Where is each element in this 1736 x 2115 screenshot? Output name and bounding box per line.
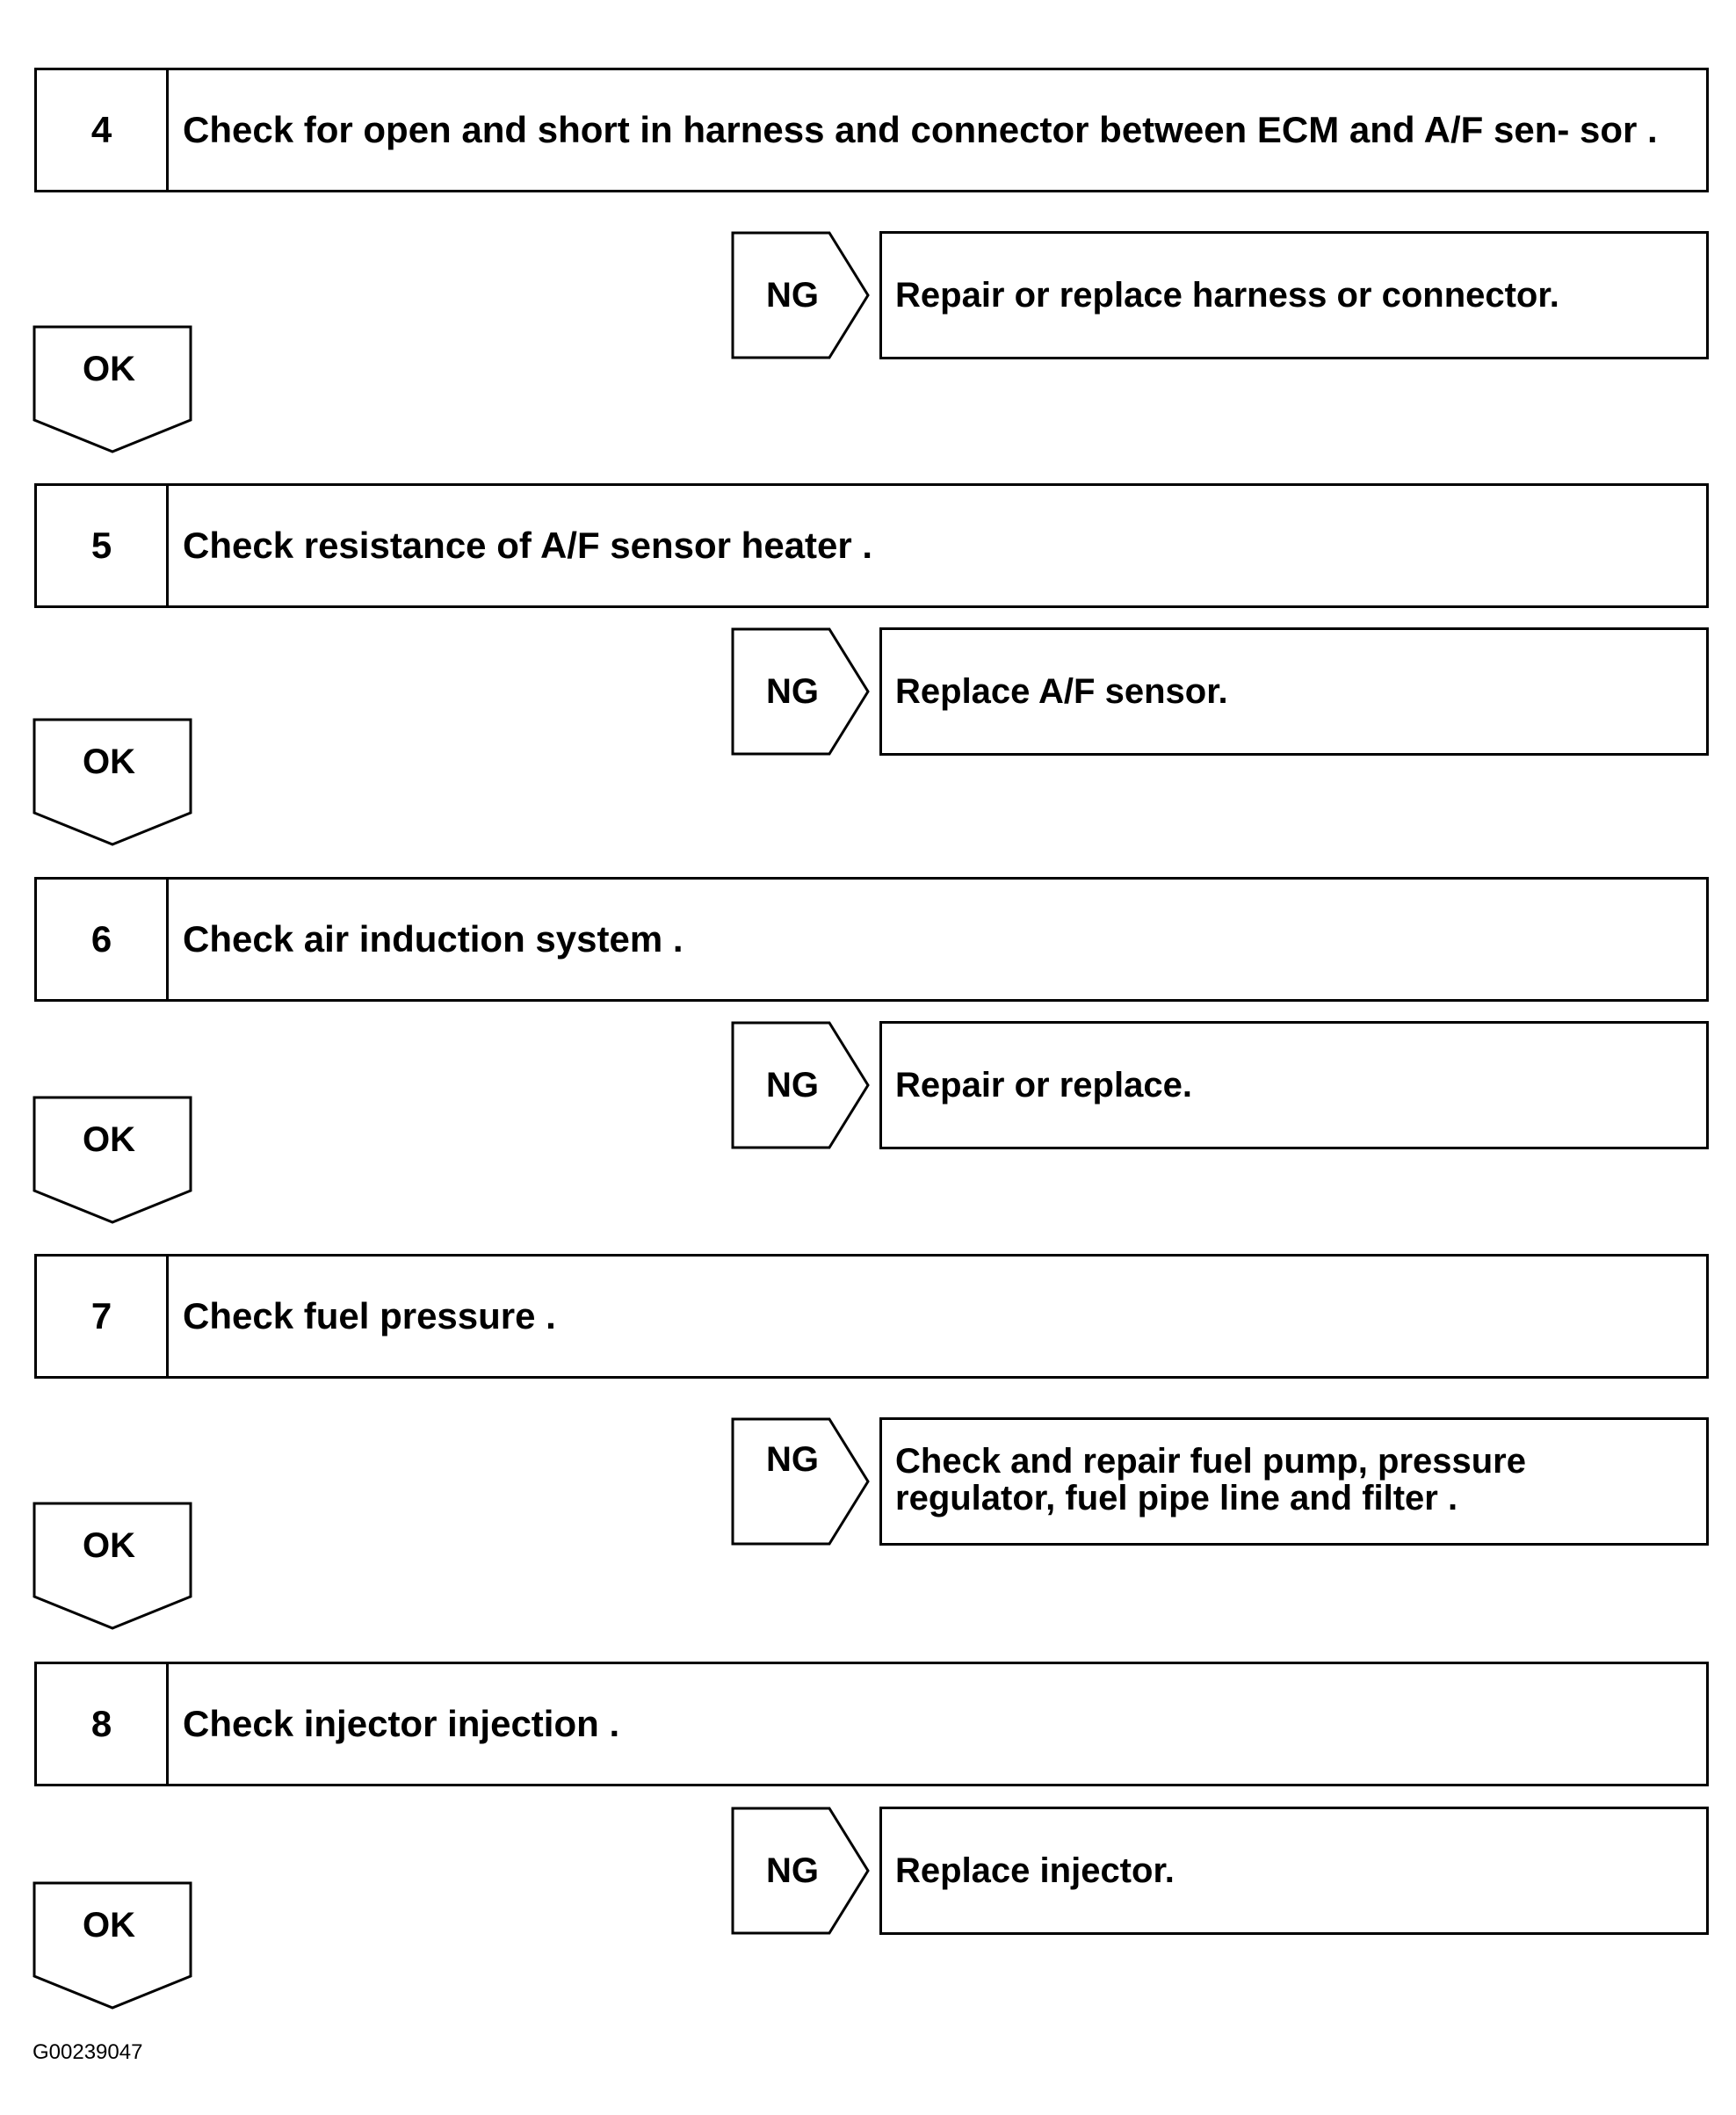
ng-action-box: Repair or replace harness or connector.: [879, 231, 1709, 359]
ng-arrow: [731, 231, 872, 359]
step-box-4: [34, 68, 1709, 192]
ng-arrow: [731, 627, 872, 756]
step-number: 7: [37, 1257, 169, 1376]
ok-label: OK: [83, 742, 135, 781]
ok-label: OK: [83, 1906, 135, 1945]
ok-arrow-shape: [33, 718, 194, 848]
ng-label: NG: [766, 671, 819, 711]
ng-action-box: Check and repair fuel pump, pressure regulator, fuel pipe line and filter .: [879, 1417, 1709, 1546]
step-number: 4: [37, 70, 169, 190]
ok-arrow-shape: [33, 1502, 194, 1632]
ok-arrow-shape: [33, 325, 194, 455]
step-number: 8: [37, 1664, 169, 1784]
ok-label: OK: [83, 1120, 135, 1159]
ok-arrow: [33, 1096, 194, 1226]
ok-arrow-shape: [33, 1881, 194, 2011]
ng-action-box: Repair or replace.: [879, 1021, 1709, 1149]
figure-code: G00239047: [33, 2040, 143, 2064]
step-title: Check injector injection .: [183, 1703, 620, 1744]
ng-label: NG: [766, 1065, 819, 1105]
ok-arrow: [33, 1502, 194, 1632]
ok-label: OK: [83, 350, 135, 388]
step-title: Check resistance of A/F sensor heater .: [183, 525, 873, 566]
step-title: Check air induction system .: [183, 918, 684, 960]
ng-arrow: [731, 1417, 872, 1546]
ng-label: NG: [766, 1440, 819, 1479]
ng-label: NG: [766, 275, 819, 315]
ok-arrow: [33, 1881, 194, 2011]
ng-arrow: [731, 1021, 872, 1149]
step-title: Check for open and short in harness and connector between ECM and A/F sen- sor .: [183, 109, 1658, 150]
step-number: 6: [37, 880, 169, 999]
ng-arrow: [731, 1807, 872, 1935]
ok-label: OK: [83, 1526, 135, 1565]
step-number: 5: [37, 486, 169, 605]
step-box-7: [34, 1254, 1709, 1379]
ng-label: NG: [766, 1851, 819, 1890]
step-box-8: [34, 1662, 1709, 1786]
ng-action-box: Replace A/F sensor.: [879, 627, 1709, 756]
ok-arrow-shape: [33, 1096, 194, 1226]
step-title: Check fuel pressure .: [183, 1295, 556, 1336]
step-box-6: [34, 877, 1709, 1002]
ok-arrow: [33, 325, 194, 455]
ng-action-box: Replace injector.: [879, 1807, 1709, 1935]
step-box-5: [34, 483, 1709, 608]
ok-arrow: [33, 718, 194, 848]
